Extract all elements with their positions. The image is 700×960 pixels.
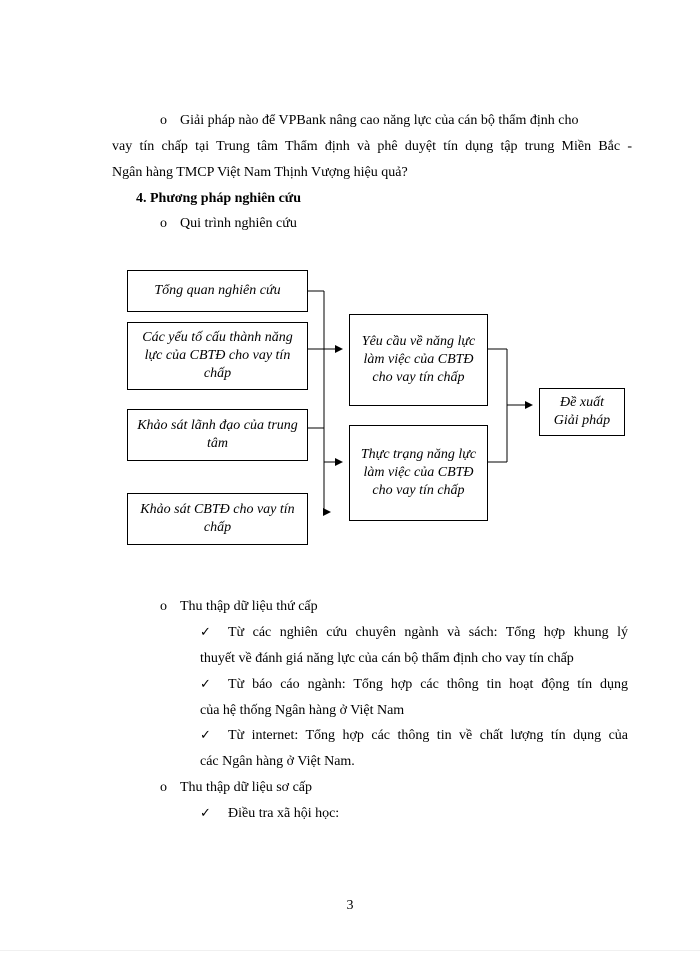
box-survey-leaders: Khảo sát lãnh đạo của trung tâm xyxy=(127,409,308,461)
secondary-item-3-text-1: Từ internet: Tổng hợp các thông tin về chất lượng tín dụng của xyxy=(228,728,628,743)
page-number: 3 xyxy=(346,898,354,913)
intro-text-3: Ngân hàng TMCP Việt Nam Thịnh Vượng hiệu quả? xyxy=(112,165,408,180)
secondary-item-1-line-1 xyxy=(200,624,628,642)
bullet-marker: o xyxy=(160,780,167,795)
secondary-item-1-text-2: thuyết về đánh giá năng lực của cán bộ thẩm định cho vay tín chấp xyxy=(200,651,574,666)
check-icon: ✓ xyxy=(200,625,211,640)
secondary-item-3-line-1 xyxy=(200,727,628,745)
bullet-marker: o xyxy=(160,113,167,128)
secondary-item-1-line-2 xyxy=(200,650,574,668)
secondary-item-1-text-1: Từ các nghiên cứu chuyên ngành và sách: Tổng hợp khung lý xyxy=(228,625,628,640)
box-requirements: Yêu cầu về năng lực làm việc của CBTĐ cho vay tín chấp xyxy=(349,314,488,406)
secondary-item-2-text-1: Từ báo cáo ngành: Tổng hợp các thông tin hoạt động tín dụng xyxy=(228,677,628,692)
secondary-item-3-line-2 xyxy=(200,753,355,771)
secondary-data-label xyxy=(160,598,318,616)
page-divider xyxy=(0,950,700,951)
research-process-text: Qui trình nghiên cứu xyxy=(180,216,297,231)
bullet-marker: o xyxy=(160,599,167,614)
secondary-data-text: Thu thập dữ liệu thứ cấp xyxy=(180,599,318,614)
section-heading: 4. Phương pháp nghiên cứu xyxy=(136,191,301,206)
primary-item-1 xyxy=(200,805,339,823)
intro-text-1: Giải pháp nào để VPBank nâng cao năng lực của cán bộ thẩm định cho xyxy=(180,113,579,128)
secondary-item-3-text-2: các Ngân hàng ở Việt Nam. xyxy=(200,754,355,769)
box-proposal: Đề xuất Giải pháp xyxy=(539,388,625,436)
secondary-item-2-text-2: của hệ thống Ngân hàng ở Việt Nam xyxy=(200,703,405,718)
box-current-state: Thực trạng năng lực làm việc của CBTĐ cho vay tín chấp xyxy=(349,425,488,521)
check-icon: ✓ xyxy=(200,806,211,821)
secondary-item-2-line-1 xyxy=(200,676,628,694)
box-competency-factors: Các yếu tố cấu thành năng lực của CBTĐ cho vay tín chấp xyxy=(127,322,308,390)
intro-text-2: vay tín chấp tại Trung tâm Thẩm định và phê duyệt tín dụng tập trung Miền Bắc - xyxy=(112,139,632,154)
bullet-marker: o xyxy=(160,216,167,231)
box-survey-staff: Khảo sát CBTĐ cho vay tín chấp xyxy=(127,493,308,545)
check-icon: ✓ xyxy=(200,677,211,692)
secondary-item-2-line-2 xyxy=(200,702,404,720)
check-icon: ✓ xyxy=(200,728,211,743)
primary-item-1-text: Điều tra xã hội học: xyxy=(228,806,340,821)
primary-data-label xyxy=(160,779,312,797)
box-literature-review: Tổng quan nghiên cứu xyxy=(127,270,308,312)
primary-data-text: Thu thập dữ liệu sơ cấp xyxy=(180,780,313,795)
